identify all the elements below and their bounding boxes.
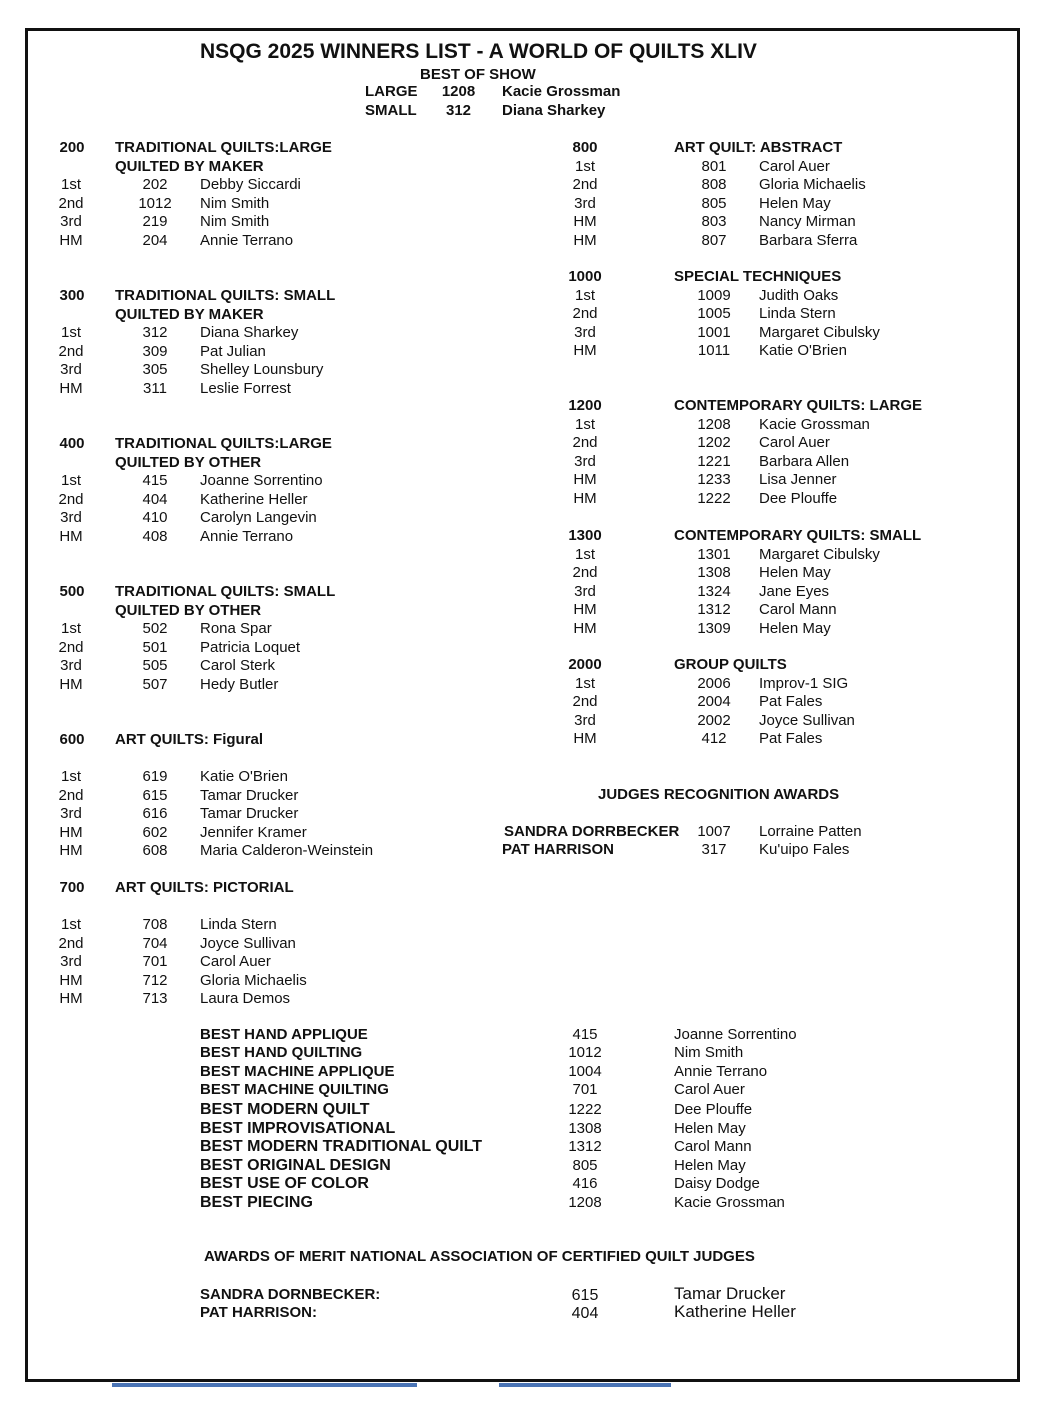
- result-place: 2nd: [58, 638, 84, 656]
- category-code: 500: [59, 583, 85, 600]
- best-of-show-size: SMALL: [365, 102, 417, 119]
- result-place: HM: [59, 842, 83, 859]
- result-winner-name: Linda Stern: [200, 916, 277, 933]
- result-place: HM: [59, 527, 83, 545]
- result-entry-number: 305: [142, 361, 168, 378]
- special-award-title: BEST PIECING: [200, 1194, 313, 1211]
- result-winner-name: Annie Terrano: [200, 527, 294, 545]
- result-place: 3rd: [574, 323, 596, 341]
- result-place: 1st: [60, 176, 81, 193]
- judge-award-entry: 1007: [697, 823, 731, 840]
- result-entry-number: 1001: [697, 323, 731, 341]
- result-winner-name: Helen May: [759, 194, 831, 212]
- result-place: HM: [573, 619, 597, 637]
- special-award-winner: Nim Smith: [674, 1044, 744, 1061]
- category-code: 700: [59, 879, 85, 896]
- bottom-accent-bar-right: [499, 1383, 671, 1387]
- result-winner-name: Helen May: [759, 564, 831, 581]
- result-place: 2nd: [58, 194, 84, 212]
- merit-winner: Tamar Drucker: [674, 1284, 786, 1303]
- result-place: HM: [573, 601, 597, 618]
- result-entry-number: 507: [142, 675, 168, 693]
- result-entry-number: 803: [701, 213, 727, 230]
- result-place: 2nd: [572, 434, 598, 451]
- result-winner-name: Katie O'Brien: [200, 768, 288, 785]
- category-title: GROUP QUILTS: [674, 656, 787, 673]
- result-entry-number: 501: [142, 638, 168, 656]
- result-entry-number: 1208: [697, 415, 731, 433]
- special-award-title: BEST MACHINE QUILTING: [200, 1081, 389, 1098]
- category-title: ART QUILTS: Figural: [115, 731, 264, 748]
- special-award-title: BEST MODERN TRADITIONAL QUILT: [200, 1138, 483, 1155]
- special-award-title: BEST MACHINE APPLIQUE: [200, 1063, 395, 1080]
- special-award-entry: 416: [572, 1175, 598, 1192]
- result-winner-name: Diana Sharkey: [200, 324, 299, 341]
- result-winner-name: Nim Smith: [200, 213, 270, 230]
- result-winner-name: Nim Smith: [200, 194, 270, 212]
- special-award-entry: 415: [572, 1026, 598, 1043]
- best-of-show-heading: BEST OF SHOW: [420, 66, 536, 83]
- judge-award-winner: Ku'uipo Fales: [759, 841, 850, 858]
- special-award-title: BEST ORIGINAL DESIGN: [200, 1157, 391, 1174]
- special-award-winner: Daisy Dodge: [674, 1175, 760, 1192]
- category-title: CONTEMPORARY QUILTS: LARGE: [674, 397, 923, 414]
- result-place: HM: [59, 990, 83, 1007]
- category-code: 2000: [568, 656, 602, 673]
- result-winner-name: Helen May: [759, 619, 831, 637]
- result-winner-name: Katherine Heller: [200, 490, 308, 508]
- result-winner-name: Shelley Lounsbury: [200, 361, 324, 378]
- best-of-show-entry: 312: [445, 102, 472, 119]
- result-winner-name: Tamar Drucker: [200, 786, 299, 804]
- result-place: HM: [573, 471, 597, 488]
- result-place: 2nd: [572, 693, 598, 710]
- result-entry-number: 1233: [697, 471, 731, 488]
- result-entry-number: 1009: [697, 286, 731, 304]
- result-entry-number: 807: [701, 231, 727, 249]
- result-place: HM: [59, 823, 83, 841]
- result-place: 3rd: [574, 452, 596, 470]
- result-winner-name: Barbara Sferra: [759, 231, 858, 249]
- result-place: 2nd: [58, 786, 84, 804]
- result-place: 1st: [60, 472, 81, 489]
- result-winner-name: Maria Calderon-Weinstein: [200, 842, 374, 859]
- result-place: 2nd: [572, 305, 598, 322]
- result-winner-name: Kacie Grossman: [759, 415, 870, 433]
- result-winner-name: Margaret Cibulsky: [759, 545, 880, 563]
- result-place: 3rd: [574, 582, 596, 600]
- result-place: 3rd: [60, 805, 82, 822]
- result-entry-number: 1005: [697, 305, 731, 322]
- result-place: HM: [573, 489, 597, 507]
- result-winner-name: Carol Auer: [759, 434, 830, 451]
- special-award-entry: 1004: [568, 1063, 602, 1080]
- judge-award-winner: Lorraine Patten: [759, 823, 862, 840]
- result-winner-name: Improv-1 SIG: [759, 674, 849, 692]
- category-code: 1300: [568, 527, 602, 544]
- special-award-entry: 1012: [568, 1044, 602, 1061]
- result-entry-number: 1301: [697, 545, 731, 563]
- category-subtitle: QUILTED BY MAKER: [115, 157, 264, 175]
- result-entry-number: 616: [142, 805, 168, 822]
- result-winner-name: Annie Terrano: [200, 231, 294, 249]
- special-award-entry: 805: [572, 1157, 598, 1174]
- result-winner-name: Barbara Allen: [759, 452, 850, 470]
- special-award-title: BEST IMPROVISATIONAL: [200, 1120, 396, 1137]
- category-title: TRADITIONAL QUILTS: SMALL: [115, 583, 336, 600]
- special-award-entry: 701: [572, 1081, 598, 1098]
- result-entry-number: 615: [142, 786, 168, 804]
- special-award-winner: Kacie Grossman: [674, 1194, 785, 1211]
- result-place: HM: [59, 971, 83, 989]
- result-place: 1st: [574, 545, 595, 563]
- result-place: 2nd: [572, 176, 598, 193]
- judge-name: SANDRA DORRBECKER: [504, 823, 680, 840]
- result-entry-number: 713: [142, 990, 168, 1007]
- result-entry-number: 1011: [697, 342, 731, 359]
- result-winner-name: Dee Plouffe: [759, 489, 838, 507]
- result-entry-number: 1202: [697, 434, 731, 451]
- special-award-winner: Annie Terrano: [674, 1063, 768, 1080]
- result-entry-number: 1312: [697, 601, 731, 618]
- result-entry-number: 408: [142, 527, 168, 545]
- result-winner-name: Jane Eyes: [759, 582, 830, 600]
- special-award-entry: 1312: [568, 1138, 602, 1155]
- result-winner-name: Carolyn Langevin: [200, 509, 317, 526]
- result-place: 3rd: [60, 213, 82, 230]
- result-winner-name: Pat Fales: [759, 693, 823, 710]
- result-entry-number: 219: [142, 213, 168, 230]
- result-winner-name: Debby Siccardi: [200, 176, 301, 193]
- result-entry-number: 404: [142, 490, 168, 508]
- merit-judge: SANDRA DORNBECKER:: [200, 1286, 381, 1303]
- page-title: NSQG 2025 WINNERS LIST - A WORLD OF QUILTS XLIV: [200, 40, 757, 63]
- result-winner-name: Joyce Sullivan: [759, 711, 855, 729]
- special-award-winner: Dee Plouffe: [674, 1101, 753, 1118]
- result-place: 3rd: [574, 194, 596, 212]
- result-entry-number: 502: [142, 620, 168, 637]
- result-place: 1st: [60, 324, 81, 341]
- result-place: 1st: [574, 674, 595, 692]
- result-place: 3rd: [60, 657, 82, 674]
- result-winner-name: Pat Fales: [759, 730, 823, 747]
- result-winner-name: Carol Auer: [759, 157, 830, 175]
- result-entry-number: 1221: [697, 452, 731, 470]
- result-entry-number: 311: [143, 379, 167, 397]
- result-winner-name: Rona Spar: [200, 620, 272, 637]
- result-place: 1st: [60, 620, 81, 637]
- category-subtitle: QUILTED BY MAKER: [115, 305, 264, 323]
- result-place: 3rd: [60, 361, 82, 378]
- category-title: TRADITIONAL QUILTS: SMALL: [115, 287, 336, 304]
- result-place: 3rd: [574, 711, 596, 729]
- result-winner-name: Gloria Michaelis: [200, 971, 307, 989]
- best-of-show-name: Diana Sharkey: [502, 102, 606, 119]
- result-entry-number: 412: [701, 730, 727, 747]
- special-award-entry: 1222: [568, 1101, 602, 1118]
- category-subtitle: QUILTED BY OTHER: [115, 601, 262, 619]
- merit-entry: 615: [571, 1287, 599, 1304]
- result-place: 3rd: [60, 953, 82, 970]
- result-place: 2nd: [58, 342, 84, 360]
- result-winner-name: Joyce Sullivan: [200, 934, 296, 952]
- judges-recognition-heading: JUDGES RECOGNITION AWARDS: [598, 786, 840, 803]
- result-entry-number: 415: [142, 472, 168, 489]
- best-of-show-size: LARGE: [365, 83, 418, 100]
- category-title: CONTEMPORARY QUILTS: SMALL: [674, 527, 922, 544]
- result-place: 2nd: [58, 934, 84, 952]
- result-entry-number: 309: [142, 342, 168, 360]
- result-entry-number: 801: [701, 157, 727, 175]
- result-entry-number: 619: [142, 768, 168, 785]
- result-place: 2nd: [58, 490, 84, 508]
- result-entry-number: 712: [142, 971, 168, 989]
- special-award-title: BEST HAND APPLIQUE: [200, 1026, 368, 1043]
- special-award-winner: Carol Auer: [674, 1081, 745, 1098]
- result-place: HM: [573, 730, 597, 747]
- category-code: 800: [572, 139, 598, 156]
- result-winner-name: Gloria Michaelis: [759, 176, 866, 193]
- result-place: 1st: [574, 415, 595, 433]
- bottom-accent-bar-left: [112, 1383, 417, 1387]
- special-award-title: BEST HAND QUILTING: [200, 1044, 363, 1061]
- category-title: TRADITIONAL QUILTS:LARGE: [115, 139, 332, 156]
- special-award-winner: Helen May: [674, 1120, 746, 1137]
- result-entry-number: 1222: [697, 489, 731, 507]
- result-place: 3rd: [60, 509, 82, 526]
- result-place: HM: [59, 379, 83, 397]
- result-entry-number: 410: [142, 509, 168, 526]
- merit-heading: AWARDS OF MERIT NATIONAL ASSOCIATION OF CERTIFIED QUILT JUDGES: [204, 1248, 755, 1265]
- result-winner-name: Carol Mann: [759, 601, 837, 618]
- result-place: HM: [573, 213, 597, 230]
- special-award-entry: 1308: [568, 1120, 602, 1137]
- category-title: ART QUILT: ABSTRACT: [674, 139, 843, 156]
- category-code: 300: [59, 287, 85, 304]
- result-winner-name: Carol Sterk: [200, 657, 276, 674]
- result-winner-name: Leslie Forrest: [200, 379, 291, 397]
- result-entry-number: 805: [701, 194, 727, 212]
- result-winner-name: Judith Oaks: [759, 286, 839, 304]
- best-of-show-name: Kacie Grossman: [502, 83, 621, 100]
- result-entry-number: 2004: [697, 693, 731, 710]
- result-winner-name: Hedy Butler: [200, 675, 279, 693]
- category-subtitle: QUILTED BY OTHER: [115, 453, 262, 471]
- result-place: 2nd: [572, 564, 598, 581]
- best-of-show-entry: 1208: [441, 83, 476, 100]
- result-entry-number: 2006: [697, 674, 731, 692]
- result-winner-name: Pat Julian: [200, 342, 266, 360]
- result-entry-number: 204: [142, 231, 168, 249]
- category-code: 1200: [568, 397, 602, 414]
- merit-entry: 404: [571, 1305, 599, 1322]
- result-winner-name: Nancy Mirman: [759, 213, 856, 230]
- result-place: HM: [59, 231, 83, 249]
- result-entry-number: 701: [142, 953, 168, 970]
- result-entry-number: 1308: [697, 564, 731, 581]
- special-award-title: BEST USE OF COLOR: [200, 1175, 369, 1192]
- result-winner-name: Carol Auer: [200, 953, 271, 970]
- special-award-title: BEST MODERN QUILT: [200, 1101, 370, 1118]
- result-entry-number: 602: [142, 823, 168, 841]
- result-entry-number: 708: [142, 916, 168, 933]
- result-place: 1st: [60, 916, 81, 933]
- result-place: HM: [59, 675, 83, 693]
- special-award-entry: 1208: [568, 1194, 602, 1211]
- result-entry-number: 312: [142, 324, 168, 341]
- result-winner-name: Patricia Loquet: [200, 638, 301, 656]
- special-award-winner: Joanne Sorrentino: [674, 1026, 797, 1043]
- result-winner-name: Laura Demos: [200, 990, 291, 1007]
- result-place: 1st: [60, 768, 81, 785]
- special-award-winner: Helen May: [674, 1157, 746, 1174]
- result-place: 1st: [574, 157, 595, 175]
- result-entry-number: 2002: [697, 711, 731, 729]
- merit-judge: PAT HARRISON:: [200, 1304, 317, 1321]
- result-winner-name: Tamar Drucker: [200, 805, 299, 822]
- result-entry-number: 1309: [697, 619, 731, 637]
- category-code: 1000: [568, 268, 602, 285]
- result-winner-name: Lisa Jenner: [759, 471, 837, 488]
- result-winner-name: Katie O'Brien: [759, 342, 847, 359]
- result-entry-number: 202: [142, 176, 168, 193]
- result-place: HM: [573, 231, 597, 249]
- result-entry-number: 1324: [697, 582, 731, 600]
- special-award-winner: Carol Mann: [674, 1138, 752, 1155]
- result-entry-number: 808: [701, 176, 727, 193]
- result-winner-name: Joanne Sorrentino: [200, 472, 323, 489]
- result-winner-name: Jennifer Kramer: [200, 823, 307, 841]
- judge-award-entry: 317: [701, 841, 727, 858]
- category-code: 200: [59, 139, 85, 156]
- category-code: 400: [59, 435, 85, 452]
- merit-winner: Katherine Heller: [674, 1302, 796, 1321]
- result-entry-number: 1012: [138, 194, 172, 212]
- result-place: HM: [573, 342, 597, 359]
- result-place: 1st: [574, 286, 595, 304]
- category-title: ART QUILTS: PICTORIAL: [115, 879, 294, 896]
- category-code: 600: [59, 731, 85, 748]
- category-title: SPECIAL TECHNIQUES: [674, 268, 842, 285]
- result-entry-number: 704: [142, 934, 168, 952]
- result-winner-name: Linda Stern: [759, 305, 836, 322]
- result-entry-number: 608: [142, 842, 168, 859]
- result-entry-number: 505: [142, 657, 168, 674]
- category-title: TRADITIONAL QUILTS:LARGE: [115, 435, 332, 452]
- result-winner-name: Margaret Cibulsky: [759, 323, 880, 341]
- judge-name: PAT HARRISON: [502, 841, 614, 858]
